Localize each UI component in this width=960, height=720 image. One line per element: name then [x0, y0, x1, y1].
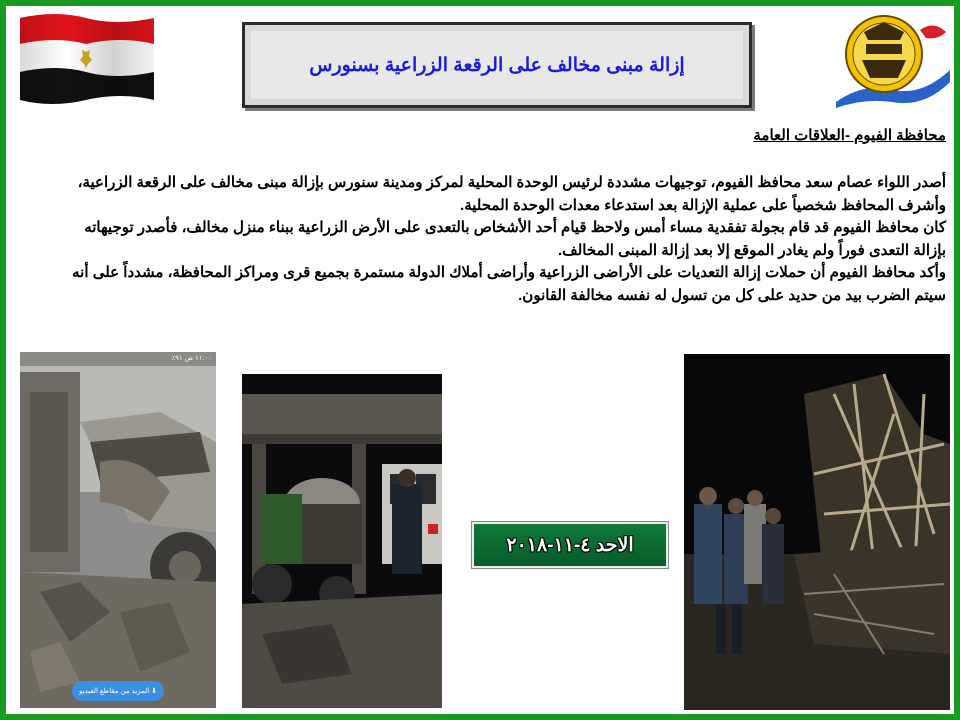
phone-status-bar: ١١:٠٠ ص ٩١٪ [20, 352, 216, 366]
egypt-flag-icon [16, 10, 156, 108]
more-videos-button[interactable]: ⬇ المزيد من مقاطع الفيديو [72, 681, 164, 701]
date-badge [472, 522, 668, 568]
fayoum-governorate-logo-icon [834, 10, 952, 110]
photo-night-demolition [684, 354, 950, 710]
title-box [242, 22, 752, 108]
photo-night-mixer [242, 374, 442, 708]
page [6, 6, 954, 714]
article-body [56, 172, 946, 307]
page-title: إزالة مبنى مخالف على الرقعة الزراعية بسنورس [309, 54, 685, 76]
article-paragraph: أصدر اللواء عصام سعد محافظ الفيوم، توجيهات مشددة لرئيس الوحدة المحلية لمركز ومدينة سنورس بإزالة مبنى مخالف على الرقعة الزراعية، وأشرف المحافظ شخصياً على عملية الإزالة بعد استدعاء معدات الوحدة المحلية. [77, 174, 946, 214]
photo-excavator-demolition [20, 352, 216, 708]
section-heading: محافظة الفيوم -العلاقات العامة [753, 127, 946, 144]
article-paragraph: كان محافظ الفيوم قد قام بجولة تفقدية مساء أمس ولاحظ قيام أحد الأشخاص بالتعدى على الأرض الزراعية ببناء منزل مخالف، فأصدر توجيهاته بإزالة التعدى فوراً ولم يغادر الموقع إلا بعد إزالة المبنى المخالف. [84, 219, 946, 259]
date-text: الاحد ٤-١١-٢٠١٨ [506, 534, 634, 556]
article-paragraph: وأكد محافظ الفيوم أن حملات إزالة التعديات على الأراضى الزراعية وأراضى أملاك الدولة مستمرة بجميع قرى ومراكز المحافظة، مشدداً على أنه سيتم الضرب بيد من حديد على كل من تسول له نفسه مخالفة القانون. [72, 264, 946, 304]
